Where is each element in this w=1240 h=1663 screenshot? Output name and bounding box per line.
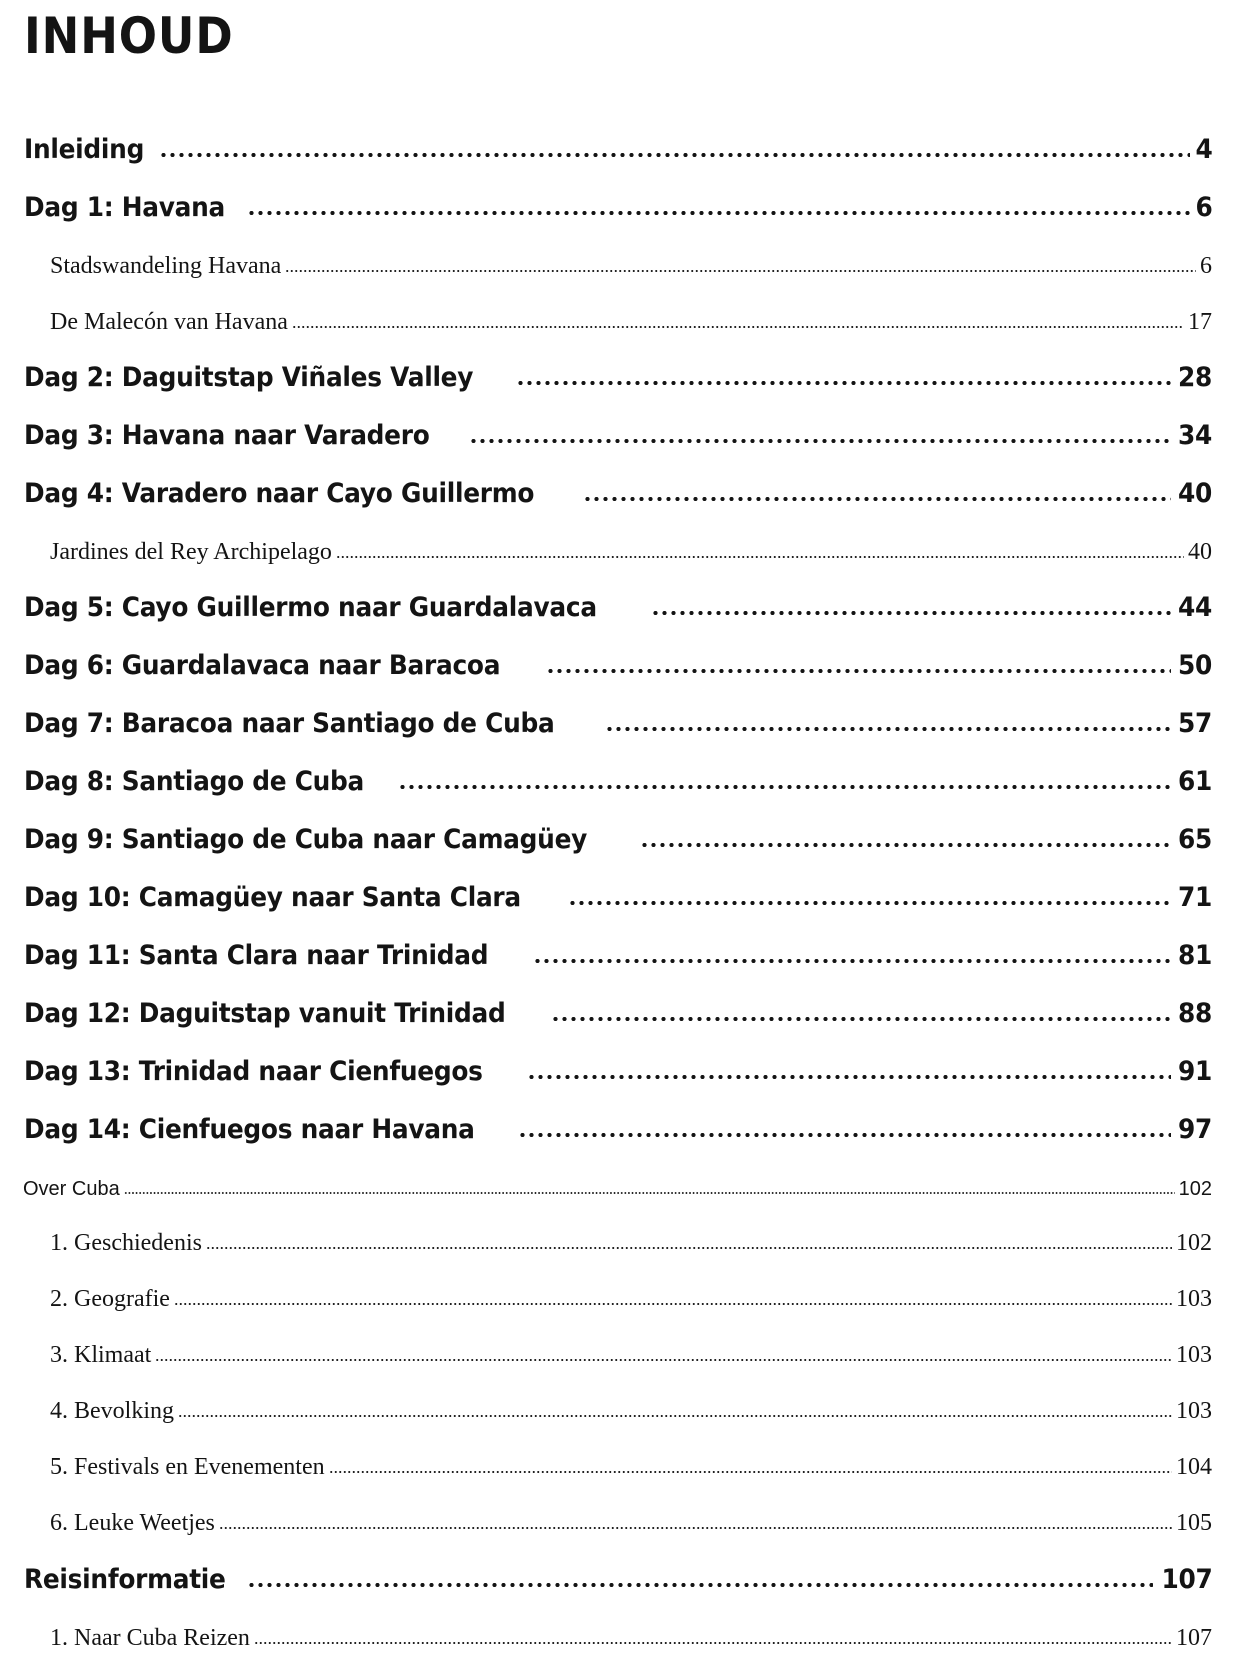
dot-leader <box>398 785 1171 789</box>
dot-leader <box>124 1192 1175 1194</box>
toc-entry-geografie[interactable] <box>50 1264 1212 1312</box>
toc-entry-stadswandeling[interactable] <box>50 231 1212 279</box>
dot-leader <box>336 556 1184 558</box>
toc-entry-label: Dag 11: Santa Clara naar Trinidad <box>24 940 489 972</box>
toc-entry-over-cuba[interactable] <box>23 1152 1212 1200</box>
dot-leader <box>292 326 1184 328</box>
toc-entry-label: 4. Bevolking <box>50 1397 174 1424</box>
dot-leader <box>605 727 1171 731</box>
dot-leader <box>155 1359 1172 1361</box>
toc-entry-label: De Malecón van Havana <box>50 308 288 335</box>
toc-entry-page: 61 <box>1177 766 1212 798</box>
toc-entry-dag-13[interactable] <box>24 1039 1212 1087</box>
dot-leader <box>247 1583 1152 1587</box>
dot-leader <box>159 153 1190 157</box>
toc-entry-page: 40 <box>1188 538 1212 565</box>
toc-entry-page: 50 <box>1177 650 1212 682</box>
dot-leader <box>533 959 1171 963</box>
toc-entry-page: 65 <box>1177 824 1212 856</box>
dot-leader <box>518 1133 1171 1137</box>
toc-entry-dag-11[interactable] <box>24 923 1212 971</box>
toc-entry-label: Dag 12: Daguitstap vanuit Trinidad <box>24 998 506 1030</box>
toc-entry-page: 103 <box>1176 1341 1212 1368</box>
toc-entry-page: 34 <box>1177 420 1212 452</box>
toc-entry-page: 17 <box>1188 308 1212 335</box>
toc-entry-page: 107 <box>1160 1564 1212 1596</box>
dot-leader <box>651 611 1171 615</box>
toc-entry-page: 6 <box>1194 192 1212 224</box>
toc-entry-page: 104 <box>1176 1453 1212 1480</box>
dot-leader <box>329 1471 1172 1473</box>
toc-entry-page: 103 <box>1176 1285 1212 1312</box>
dot-leader <box>527 1075 1172 1079</box>
toc-entry-dag-4[interactable] <box>24 461 1212 509</box>
toc-entry-page: 28 <box>1177 362 1212 394</box>
toc-entry-label: Stadswandeling Havana <box>50 252 282 279</box>
toc-entry-page: 81 <box>1177 940 1212 972</box>
page-title: INHOUD <box>24 7 234 65</box>
toc-entry-label: Over Cuba <box>23 1178 120 1200</box>
toc-entry-label: Dag 10: Camagüey naar Santa Clara <box>24 882 521 914</box>
toc-entry-page: 97 <box>1177 1114 1212 1146</box>
dot-leader <box>568 901 1171 905</box>
dot-leader <box>583 497 1172 501</box>
toc-entry-label: Dag 7: Baracoa naar Santiago de Cuba <box>24 708 555 740</box>
dot-leader <box>551 1017 1171 1021</box>
toc-entry-label: Dag 6: Guardalavaca naar Baracoa <box>24 650 501 682</box>
toc-entry-page: 91 <box>1177 1056 1212 1088</box>
toc-entry-label: Dag 4: Varadero naar Cayo Guillermo <box>24 478 535 510</box>
toc-entry-page: 6 <box>1200 252 1212 279</box>
toc-entry-label: Dag 5: Cayo Guillermo naar Guardalavaca <box>24 592 597 624</box>
dot-leader <box>247 211 1190 215</box>
toc-entry-page: 107 <box>1176 1624 1212 1651</box>
toc-entry-dag-9[interactable] <box>24 807 1212 855</box>
dot-leader <box>178 1415 1172 1417</box>
toc-entry-page: 102 <box>1176 1229 1212 1256</box>
dot-leader <box>546 669 1171 673</box>
dot-leader <box>206 1247 1172 1249</box>
toc-entry-label: Dag 2: Daguitstap Viñales Valley <box>24 362 474 394</box>
toc-entry-dag-5[interactable] <box>24 575 1212 623</box>
toc-entry-label: Dag 9: Santiago de Cuba naar Camagüey <box>24 824 588 856</box>
toc-entry-dag-12[interactable] <box>24 981 1212 1029</box>
toc-entry-reisinformatie[interactable] <box>24 1547 1212 1595</box>
toc-entry-dag-8[interactable] <box>24 749 1212 797</box>
toc-entry-dag-1[interactable] <box>24 175 1212 223</box>
toc-entry-weetjes[interactable] <box>50 1488 1212 1536</box>
toc-entry-page: 57 <box>1177 708 1212 740</box>
toc-entry-dag-10[interactable] <box>24 865 1212 913</box>
toc-entry-dag-3[interactable] <box>24 403 1212 451</box>
toc-entry-label: 1. Naar Cuba Reizen <box>50 1624 250 1651</box>
toc-entry-page: 102 <box>1178 1178 1212 1200</box>
toc-entry-label: Dag 8: Santiago de Cuba <box>24 766 365 798</box>
toc-entry-inleiding[interactable] <box>24 117 1212 165</box>
toc-entry-label: Jardines del Rey Archipelago <box>50 538 332 565</box>
toc-entry-naar-cuba-reizen[interactable] <box>50 1603 1212 1651</box>
toc-entry-page: 4 <box>1194 134 1212 166</box>
toc-entry-label: 6. Leuke Weetjes <box>50 1509 215 1536</box>
toc-entry-label: 2. Geografie <box>50 1285 170 1312</box>
toc-entry-page: 103 <box>1176 1397 1212 1424</box>
dot-leader <box>516 381 1171 385</box>
dot-leader <box>640 843 1171 847</box>
toc-entry-dag-14[interactable] <box>24 1097 1212 1145</box>
toc-entry-malecon[interactable] <box>50 287 1212 335</box>
toc-entry-label: 1. Geschiedenis <box>50 1229 202 1256</box>
dot-leader <box>469 439 1171 443</box>
toc-entry-dag-7[interactable] <box>24 691 1212 739</box>
toc-entry-geschiedenis[interactable] <box>50 1208 1212 1256</box>
toc-entry-dag-2[interactable] <box>24 345 1212 393</box>
toc-entry-page: 44 <box>1177 592 1212 624</box>
toc-entry-label: Dag 3: Havana naar Varadero <box>24 420 430 452</box>
dot-leader <box>254 1642 1172 1644</box>
toc-entry-label: Dag 13: Trinidad naar Cienfuegos <box>24 1056 483 1088</box>
toc-entry-page: 40 <box>1177 478 1212 510</box>
toc-entry-label: Inleiding <box>24 134 145 166</box>
toc-entry-label: 5. Festivals en Evenementen <box>50 1453 325 1480</box>
toc-entry-label: Dag 1: Havana <box>24 192 226 224</box>
toc-entry-page: 88 <box>1177 998 1212 1030</box>
dot-leader <box>174 1303 1172 1305</box>
toc-entry-festivals[interactable] <box>50 1432 1212 1480</box>
toc-entry-bevolking[interactable] <box>50 1376 1212 1424</box>
toc-entry-label: Dag 14: Cienfuegos naar Havana <box>24 1114 475 1146</box>
toc-entry-page: 105 <box>1176 1509 1212 1536</box>
toc-entry-jardines[interactable] <box>50 517 1212 565</box>
toc-entry-dag-6[interactable] <box>24 633 1212 681</box>
dot-leader <box>219 1527 1172 1529</box>
toc-entry-klimaat[interactable] <box>50 1320 1212 1368</box>
toc-entry-label: 3. Klimaat <box>50 1341 152 1368</box>
toc-entry-page: 71 <box>1177 882 1212 914</box>
dot-leader <box>285 270 1196 272</box>
toc-entry-label: Reisinformatie <box>24 1564 226 1596</box>
